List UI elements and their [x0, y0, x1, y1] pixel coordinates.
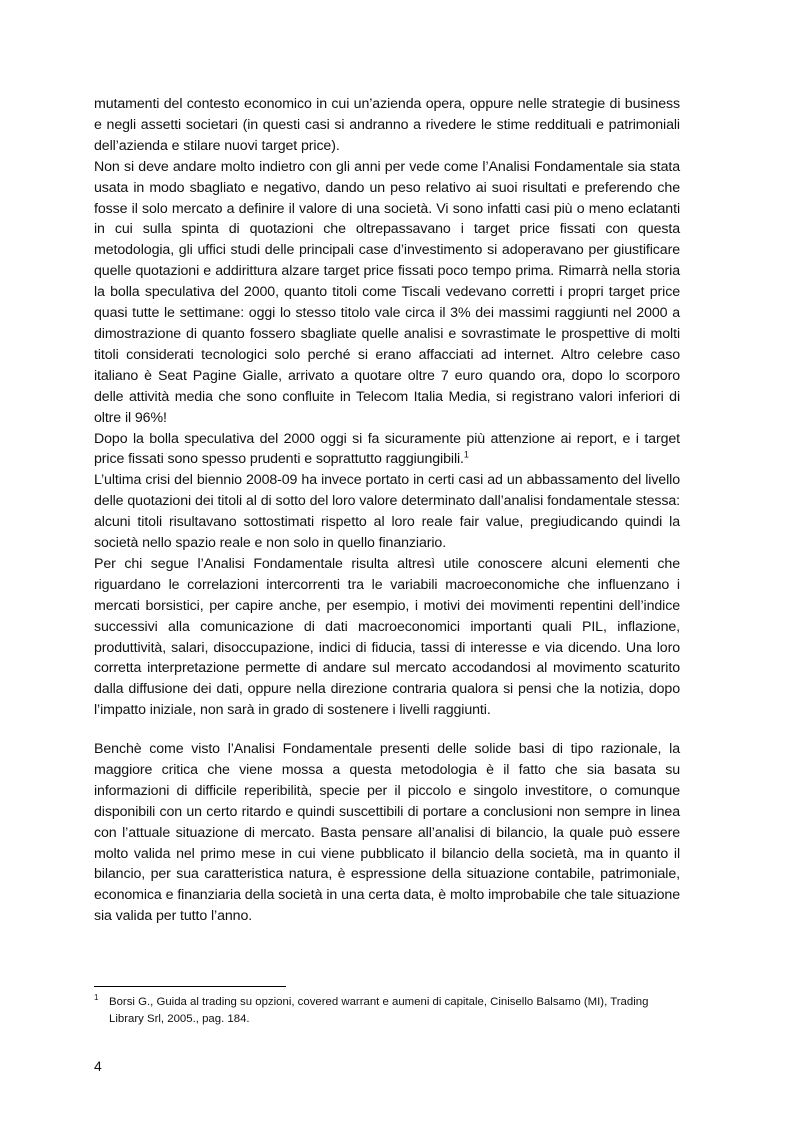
footnote-separator: [94, 986, 286, 987]
paragraph: mutamenti del contesto economico in cui un’azienda opera, oppure nelle strategie di business e negli assetti societari (in questi casi si andranno a rivedere le stime reddituali e patrimoniali dell’azienda e stilare nuovi target price).: [94, 96, 680, 154]
paragraph-text: Dopo la bolla speculativa del 2000 oggi si fa sicuramente più attenzione ai report, e i target price fissati sono spesso prudenti e soprattutto raggiungibili.: [94, 430, 680, 468]
footnote: 1 Borsi G., Guida al trading su opzioni, covered warrant e aumeni di capitale, Cinisello Balsamo (MI), Trading Library Srl, 2005., pag. 184.: [94, 993, 649, 1025]
paragraph: Per chi segue l’Analisi Fondamentale risulta altresì utile conoscere alcuni elementi che riguardano le correlazioni intercorrenti tra le variabili macroeconomiche che influenzano i mercati borsistici, per capire anche, per esempio, i motivi dei movimenti repentini dell’indice successivi alla comunicazione di dati macroeconomici importanti quali PIL, inflazione, produttività, salari, disoccupazione, indici di fiducia, tassi di interesse e via dicendo. Una loro corretta interpretazione permette di andare sul mercato accodandosi al movimento scaturito dalla diffusione dei dati, oppure nella direzione contraria qualora si pensi che la notizia, dopo l’impatto iniziale, non sarà in grado di sostenere i livelli raggiunti.: [94, 555, 680, 719]
body-text-bottom: [94, 739, 680, 927]
paragraph: Non si deve andare molto indietro con gli anni per vede come l’Analisi Fondamentale sia stata usata in modo sbagliato e negativo, dando un peso relativo ai suoi risultati e preferendo che fosse il solo mercato a definire il valore di una società. Vi sono infatti casi più o meno eclatanti in cui sulla spinta di quotazioni che oltrepassavano i target price fissati con questa metodologia, gli uffici studi delle principali case d’investimento si adoperavano per giustificare quelle quotazioni e addirittura alzare target price fissati poco tempo prima. Rimarrà nella storia la bolla speculativa del 2000, quanto titoli come Tiscali vedevano corretti i propri target price quasi tutte le settimane: oggi lo stesso titolo vale circa il 3% dei massimi raggiunti nel 2000 a dimostrazione di quanto fossero sbagliate quelle analisi e sovrastimate le prospettive di molti titoli considerati tecnologici solo perché si erano affacciati ad internet. Altro celebre caso italiano è Seat Pagine Gialle, arrivato a quotare oltre 7 euro quando ora, dopo lo scorporo delle attività media che sono confluite in Telecom Italia Media, si registrano valori inferiori di oltre il 96%!: [94, 158, 680, 426]
paragraph: Benchè come visto l’Analisi Fondamentale presenti delle solide basi di tipo razionale, la maggiore critica che viene mossa a questa metodologia è il fatto che sia basata su informazioni di difficile reperibilità, specie per il piccolo e singolo investitore, o comunque disponibili con un certo ritardo e quindi suscettibili di portare a conclusioni non sempre in linea con l’attuale situazione di mercato. Basta pensare all’analisi di bilancio, la quale può essere molto valida nel primo mese in cui viene pubblicato il bilancio della società, ma in quanto il bilancio, per sua caratteristica natura, è espressione della situazione contabile, patrimoniale, economica e finanziaria della società in una certa data, è molto improbabile che tale situazione sia valida per tutto l’anno.: [94, 741, 680, 925]
footnote-reference[interactable]: 1: [463, 449, 469, 460]
footnote-text: Borsi G., Guida al trading su opzioni, covered warrant e aumeni di capitale, Cinisello Balsamo (MI), Trading Library Srl, 2005., pag. 184.: [109, 996, 649, 1025]
paragraph: L’ultima crisi del biennio 2008-09 ha invece portato in certi casi ad un abbassamento del livello delle quotazioni dei titoli al di sotto del loro valore determinato dall’analisi fondamentale stessa: alcuni titoli risultavano sottostimati rispetto al loro reale fair value, pregiudicando quindi la società nello spazio reale e non solo in quello finanziario.: [94, 472, 680, 552]
body-text-top: [94, 94, 680, 721]
page-number: 4: [94, 1058, 102, 1074]
paragraph-with-footnote: [94, 429, 680, 471]
